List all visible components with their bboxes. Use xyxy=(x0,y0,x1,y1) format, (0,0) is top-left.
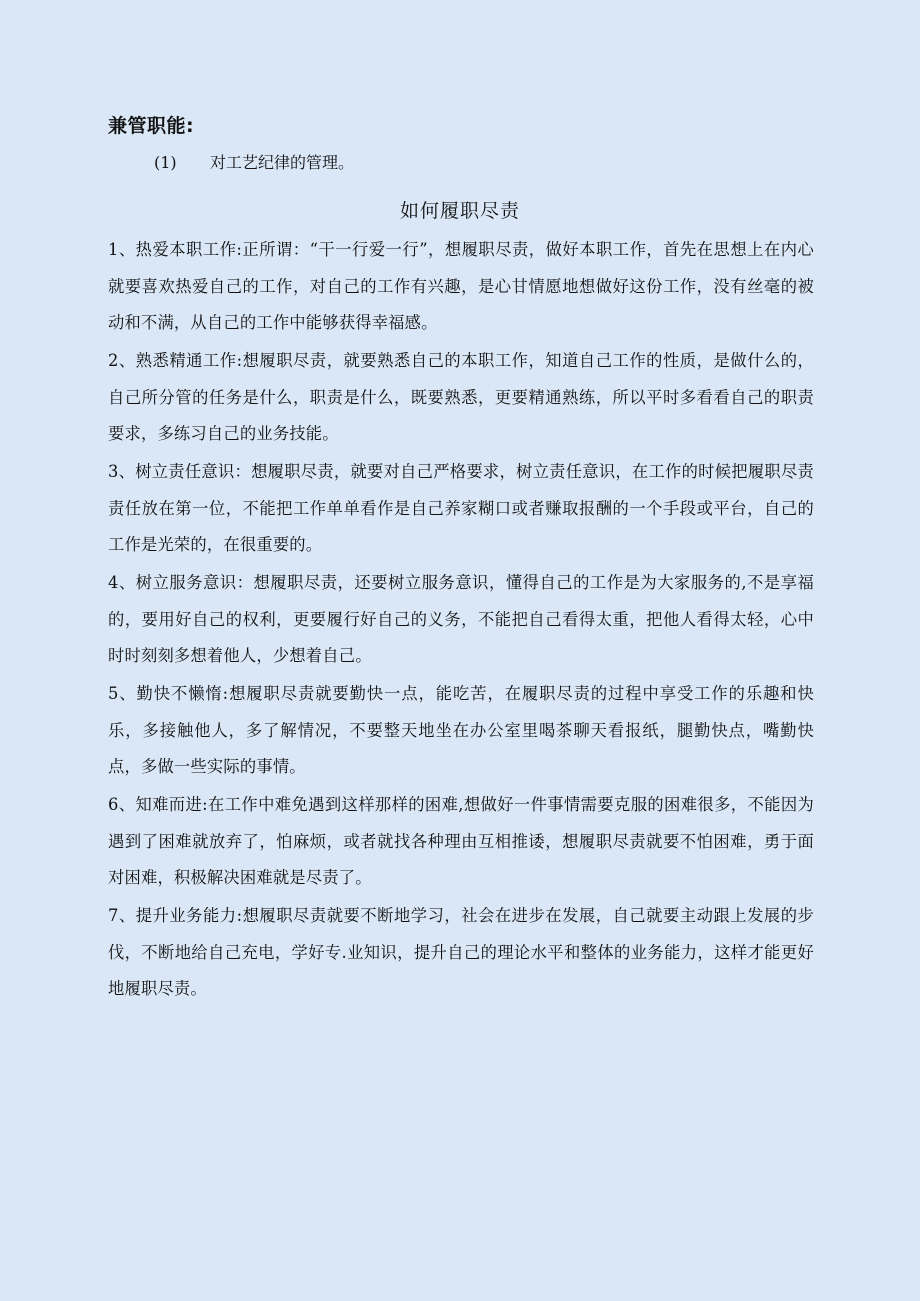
paragraph-4: 4、树立服务意识：想履职尽责，还要树立服务意识，懂得自己的工作是为大家服务的,不是享福的，要用好自己的权利，更要履行好自己的义务，不能把自己看得太重，把他人看得太轻，心中时时刻刻多想着他人，少想着自己。 xyxy=(108,573,814,665)
paragraph-2: 2、熟悉精通工作:想履职尽责，就要熟悉自己的本职工作，知道自己工作的性质，是做什么的，自己所分管的任务是什么，职责是什么，既要熟悉，更要精通熟练，所以平时多看看自己的职责要求，多练习自己的业务技能。 xyxy=(108,351,814,443)
document-title: 如何履职尽责 xyxy=(399,200,520,222)
list-item-text: 对工艺纪律的管理。 xyxy=(210,153,355,172)
list-item-number: (1) xyxy=(154,153,177,172)
section-heading: 兼管职能: xyxy=(108,115,195,137)
paragraph-7: 7、提升业务能力:想履职尽责就要不断地学习，社会在进步在发展，自己就要主动跟上发展的步伐，不断地给自己充电，学好专.业知识，提升自己的理论水平和整体的业务能力，这样才能更好地履职尽责。 xyxy=(108,906,814,998)
paragraph-3: 3、树立责任意识：想履职尽责，就要对自己严格要求，树立责任意识，在工作的时候把履职尽责责任放在第一位，不能把工作单单看作是自己养家糊口或者赚取报酬的一个手段或平台，自己的工作是光荣的，在很重要的。 xyxy=(108,462,814,554)
duty-list-item xyxy=(154,150,354,176)
paragraph-1: 1、热爱本职工作:正所谓：“干一行爱一行”，想履职尽责，做好本职工作，首先在思想上在内心就要喜欢热爱自己的工作，对自己的工作有兴趣，是心甘情愿地想做好这份工作，没有丝毫的被动和不满，从自己的工作中能够获得幸福感。 xyxy=(108,240,814,332)
paragraph-5: 5、勤快不懒惰:想履职尽责就要勤快一点，能吃苦，在履职尽责的过程中享受工作的乐趣和快乐，多接触他人，多了解情况，不要整天地坐在办公室里喝茶聊天看报纸，腿勤快点，嘴勤快点，多做一些实际的事情。 xyxy=(108,684,814,776)
paragraph-6: 6、知难而进:在工作中难免遇到这样那样的困难,想做好一件事情需要克服的困难很多，不能因为遇到了困难就放弃了，怕麻烦，或者就找各种理由互相推诿，想履职尽责就要不怕困难，勇于面对困难，积极解决困难就是尽责了。 xyxy=(108,795,814,887)
body-text xyxy=(108,232,814,1009)
